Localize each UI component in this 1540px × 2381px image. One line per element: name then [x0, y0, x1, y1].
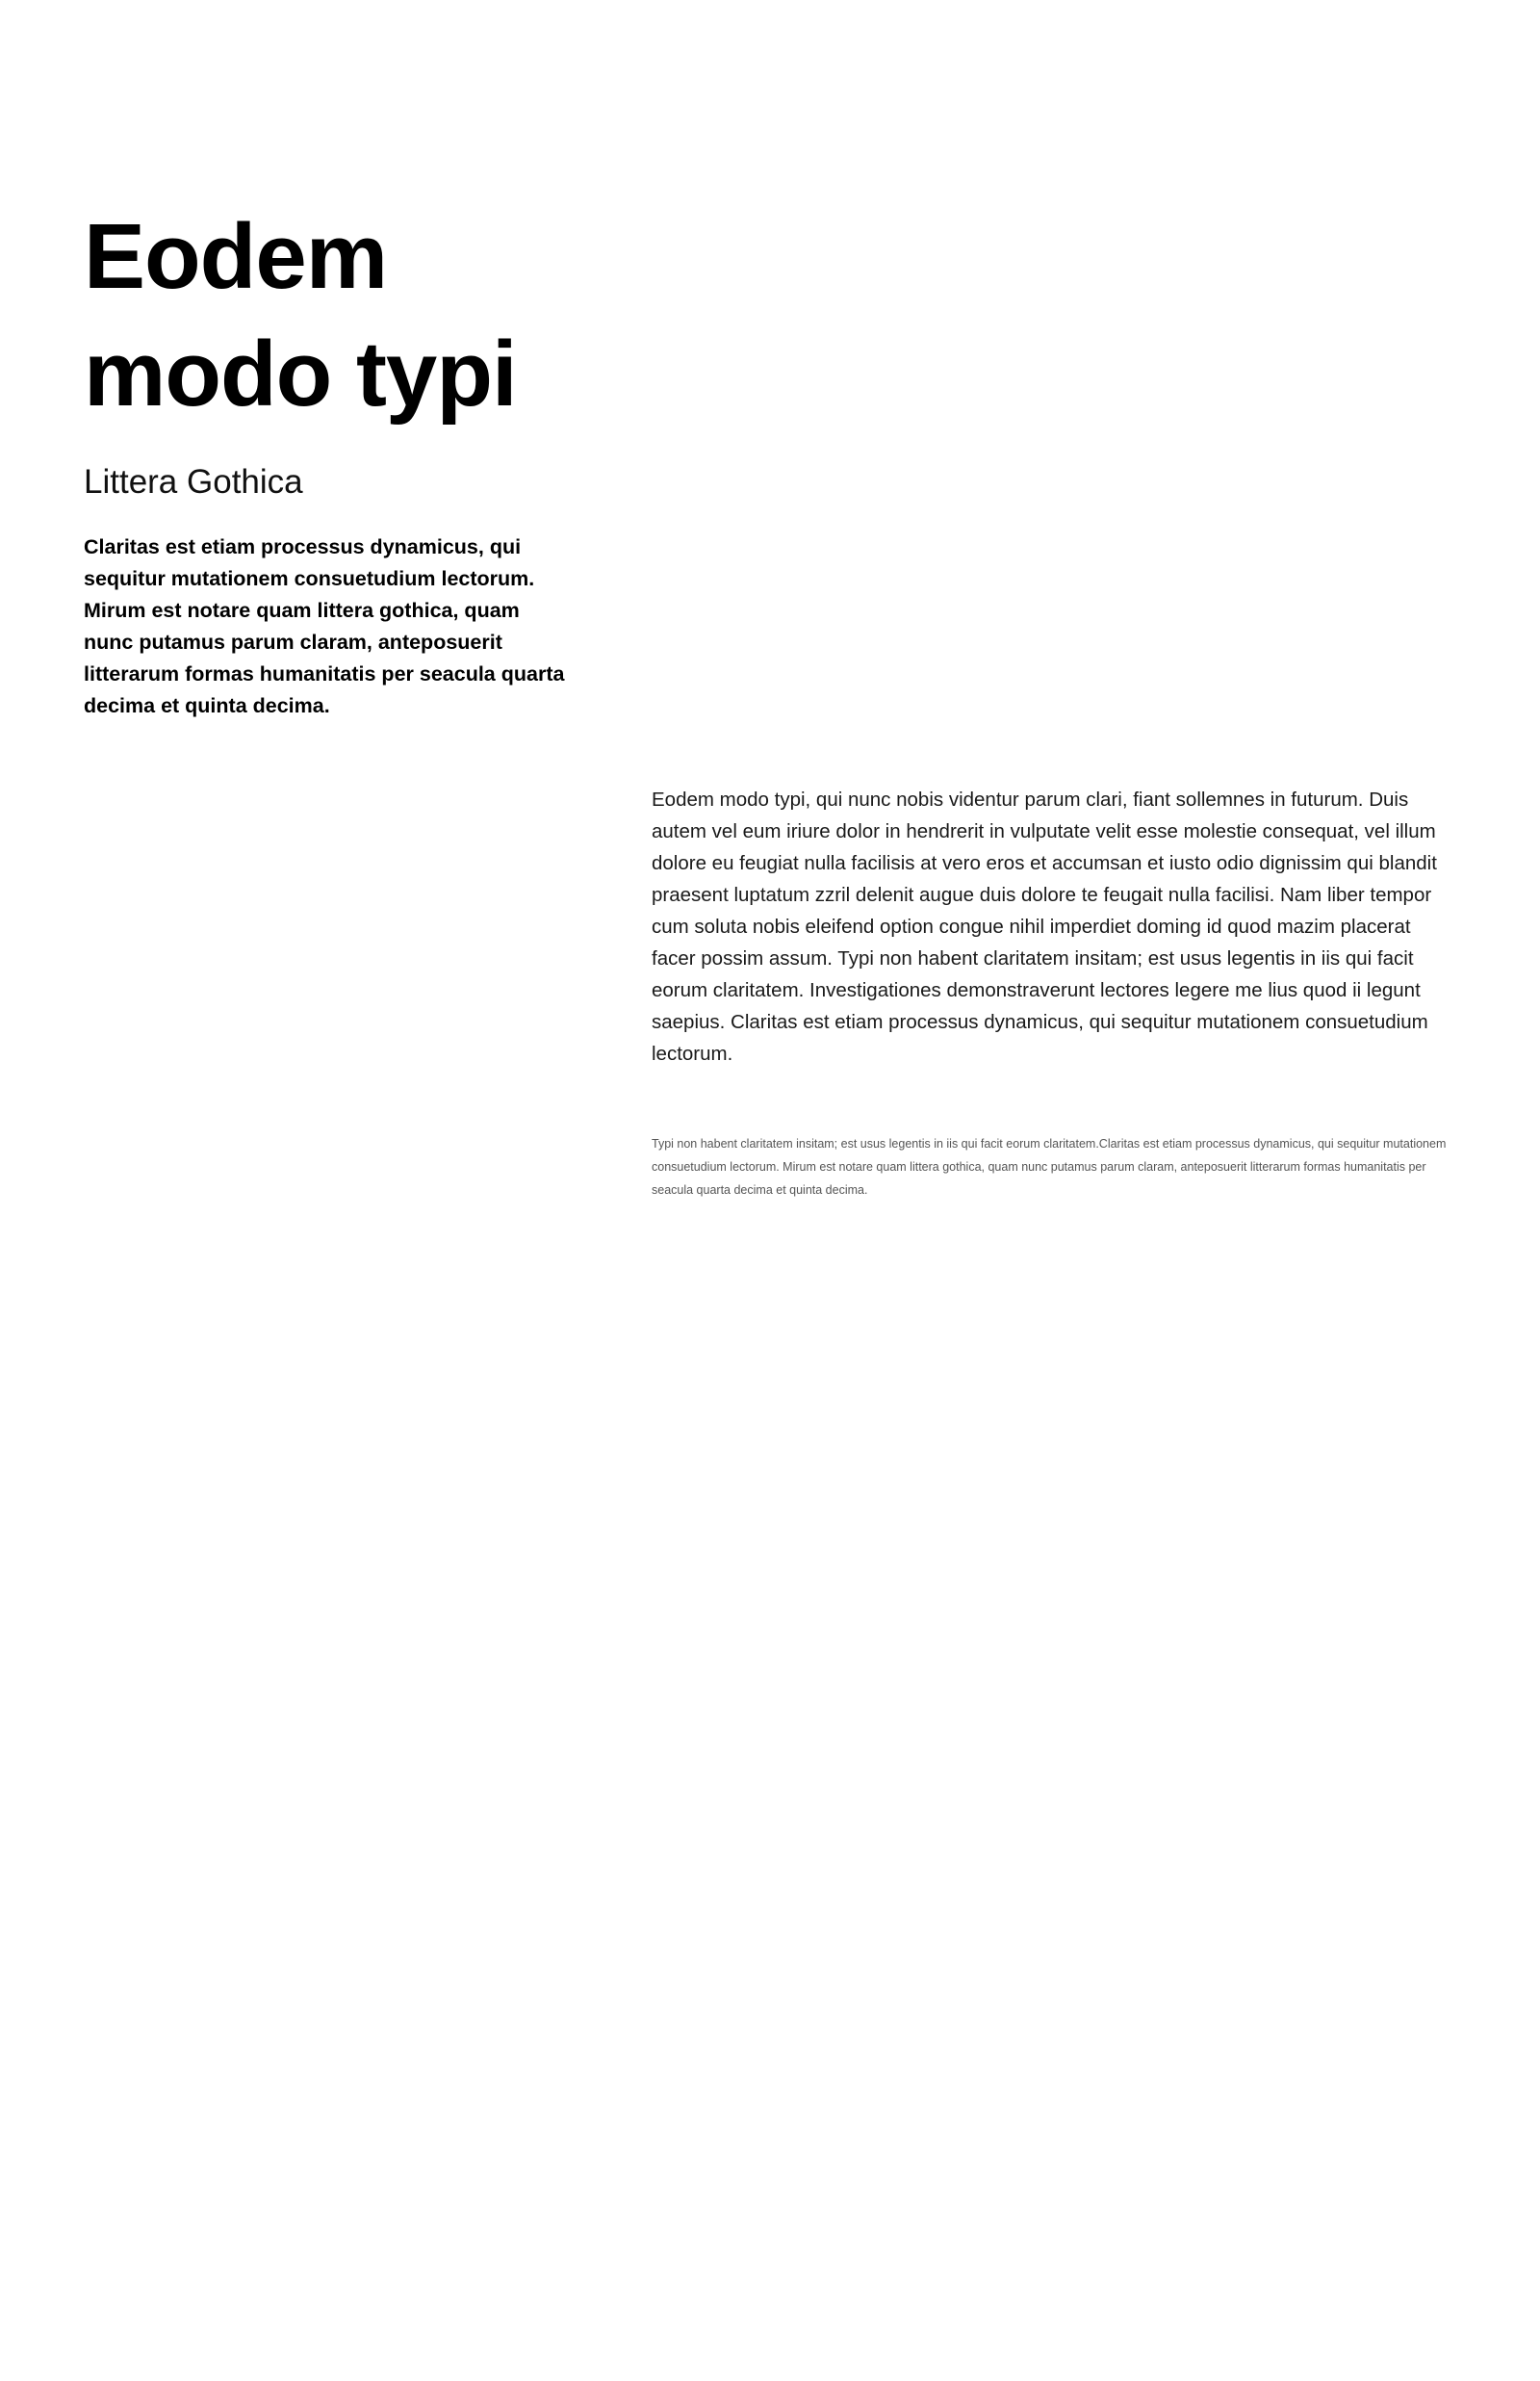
page-subtitle: Littera Gothica — [84, 463, 303, 501]
lead-paragraph: Claritas est etiam processus dynamicus, qui sequitur mutationem consuetudium lectorum. Mirum est notare quam littera gothica, quam nunc putamus parum claram, anteposuerit litterarum formas humanitatis per seacula quarta decima et quinta decima. — [84, 535, 565, 717]
caption-paragraph: Typi non habent claritatem insitam; est usus legentis in iis qui facit eorum claritatem.Claritas est etiam processus dynamicus, qui sequitur mutationem consuetudium lectorum. Mirum est notare quam littera gothica, quam nunc putamus parum claram, anteposuerit litterarum formas humanitatis per seacula quarta decima et quinta decima. — [652, 1137, 1447, 1197]
body-paragraph: Eodem modo typi, qui nunc nobis videntur parum clari, fiant sollemnes in futurum. Duis autem vel eum iriure dolor in hendrerit in vulputate velit esse molestie consequat, vel illum dolore eu feugiat nulla facilisis at vero eros et accumsan et iusto odio dignissim qui blandit praesent luptatum zzril delenit augue duis dolore te feugait nulla facilisi. Nam liber tempor cum soluta nobis eleifend option congue nihil imperdiet doming id quod mazim placerat facer possim assum. Typi non habent claritatem insitam; est usus legentis in iis qui facit eorum claritatem. Investigationes demonstraverunt lectores legere me lius quod ii legunt saepius. Claritas est etiam processus dynamicus, qui sequitur mutationem consuetudium lectorum. — [652, 789, 1437, 1065]
page-title-line-1: Eodem — [84, 205, 388, 308]
page-title — [84, 198, 623, 433]
page-title-line-2: modo typi — [84, 323, 517, 426]
